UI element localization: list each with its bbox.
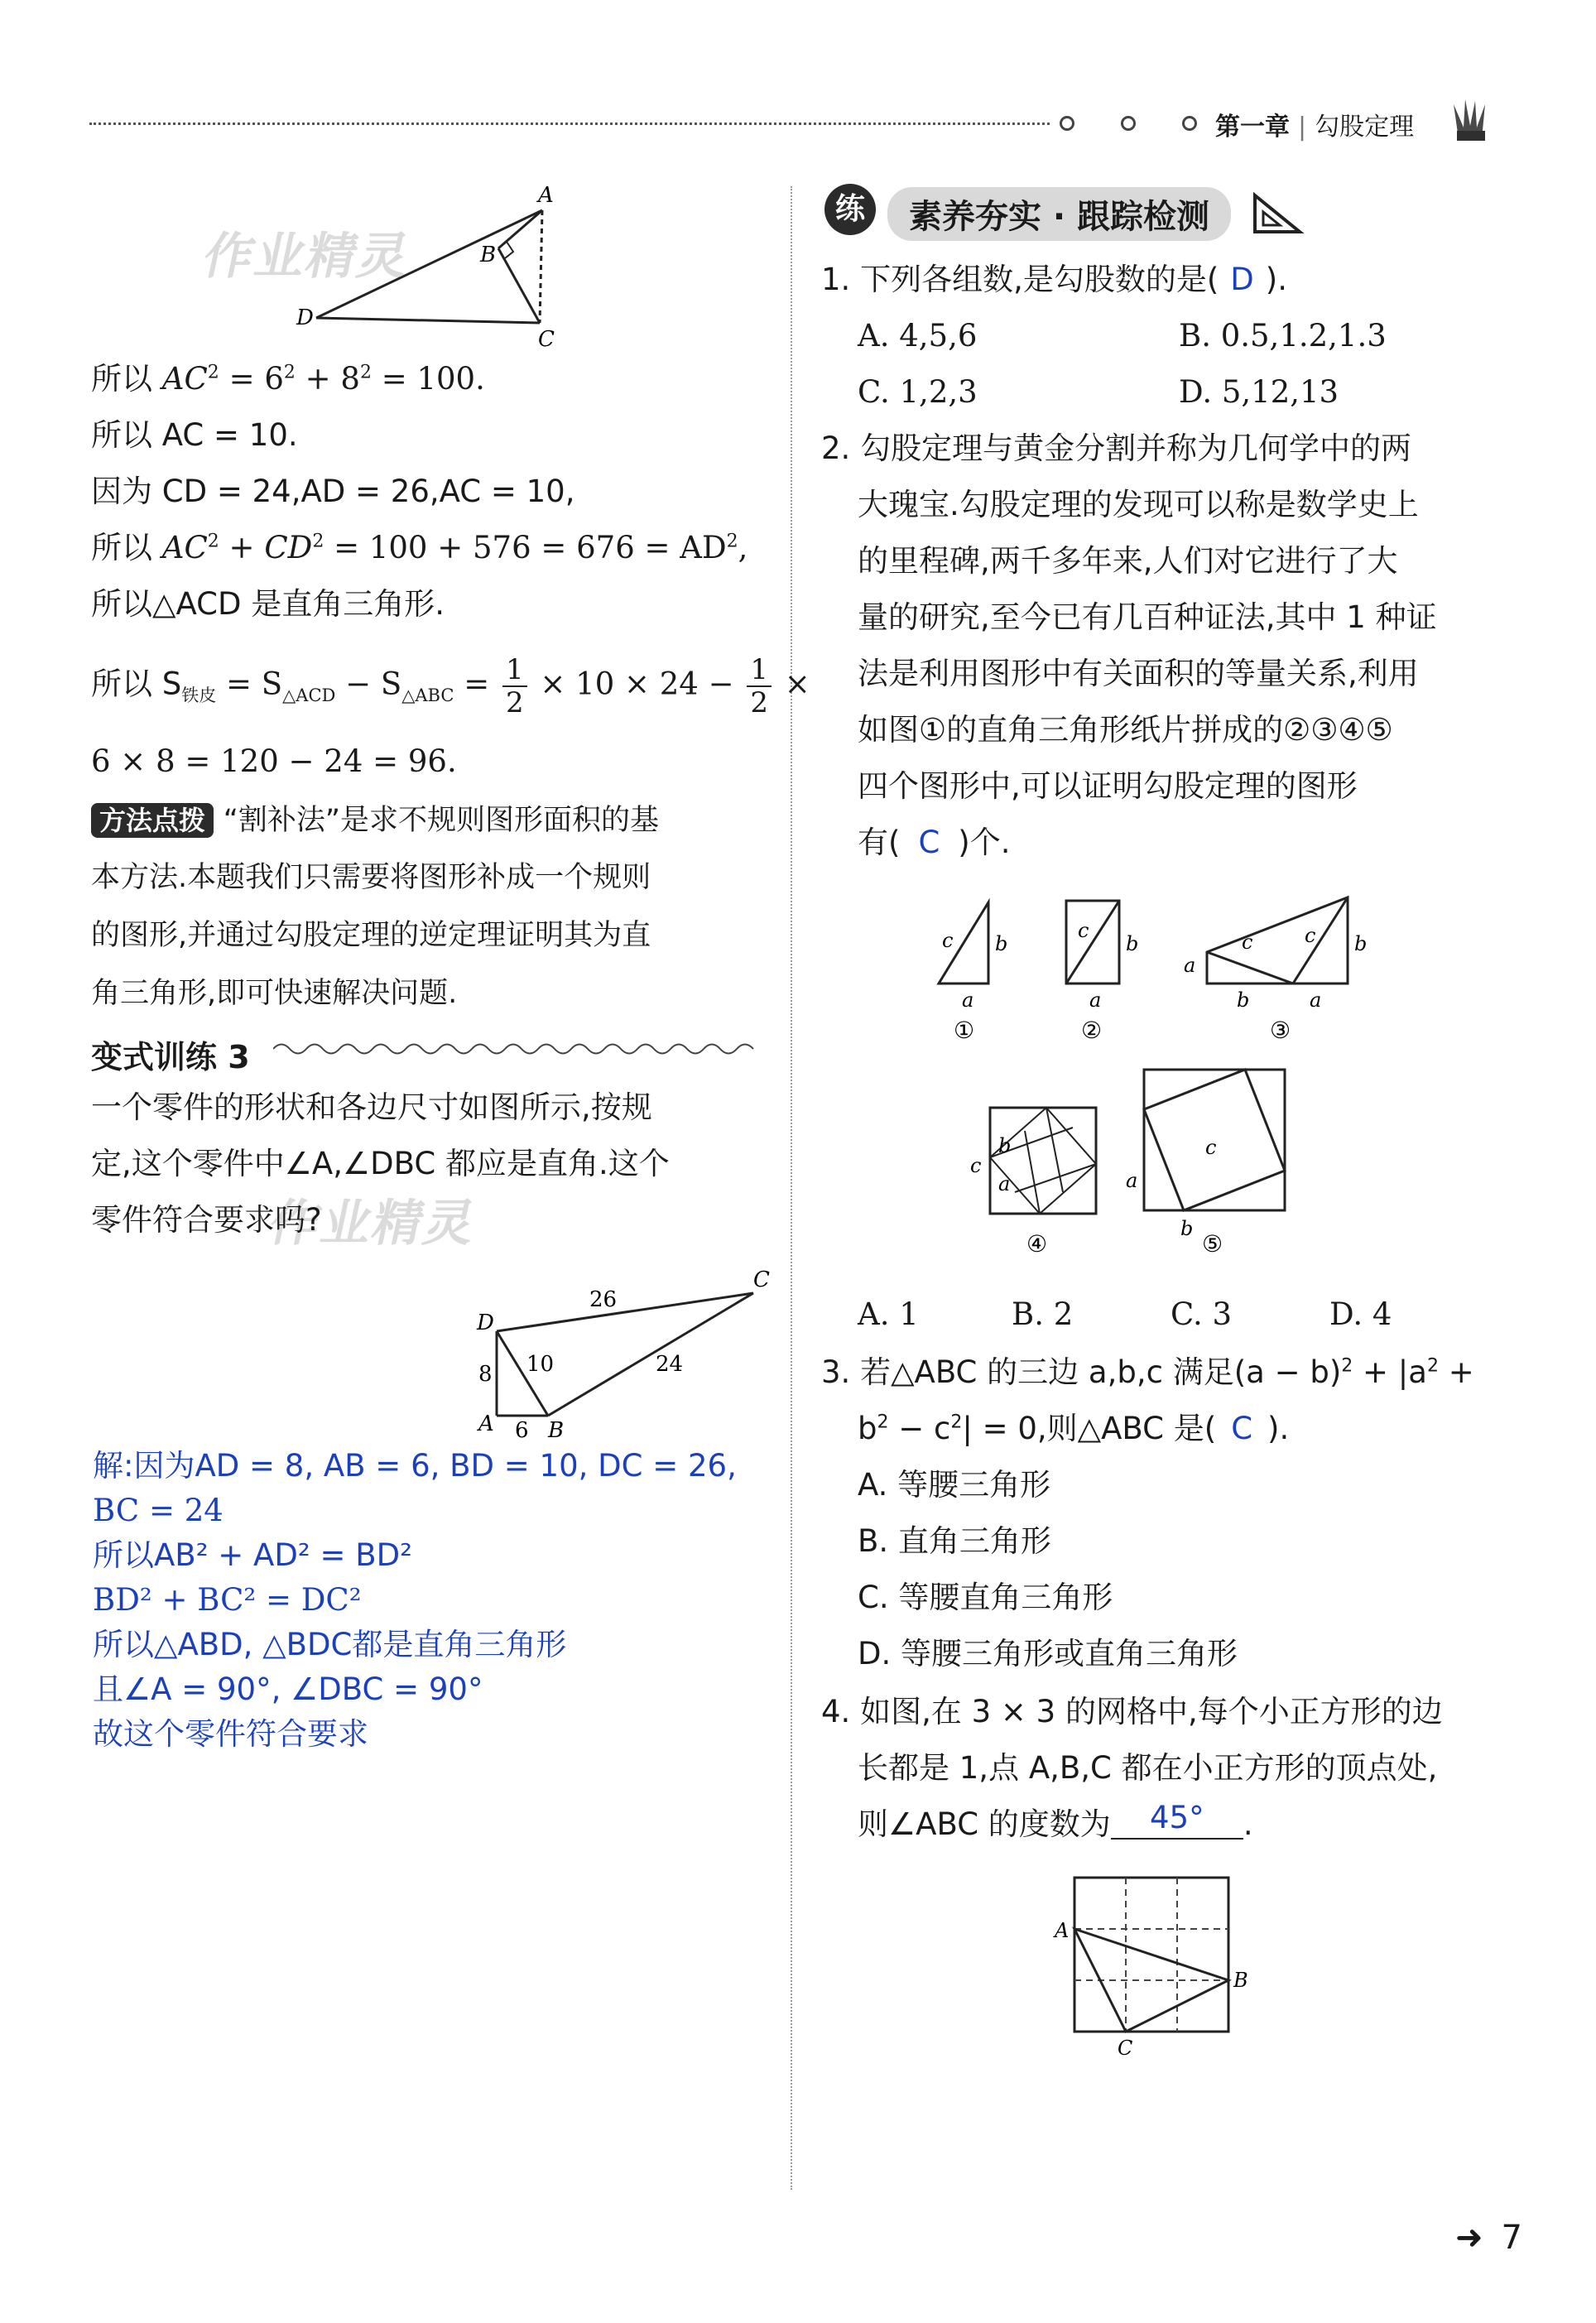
method-badge: 方法点拨 xyxy=(91,803,214,838)
side-26: 26 xyxy=(589,1287,618,1312)
q1-option-c: C. 1,2,3 xyxy=(858,374,978,410)
solution-line-1: 解:因为AD = 8, AB = 6, BD = 10, DC = 26, xyxy=(93,1448,737,1484)
q2-line-1: 2. 勾股定理与黄金分割并称为几何学中的两 xyxy=(821,430,1412,466)
method-text-1: “割补法”是求不规则图形面积的基 xyxy=(223,804,660,837)
label-B: B xyxy=(480,243,497,267)
q2-line-2: 大瑰宝.勾股定理的发现可以称是数学史上 xyxy=(858,487,1419,522)
header-dotted-line xyxy=(89,123,1050,125)
svg-text:a: a xyxy=(1089,988,1102,1012)
solution-line-2: BC = 24 xyxy=(93,1493,224,1528)
svg-text:c: c xyxy=(1242,931,1253,954)
label-A: A xyxy=(538,184,554,208)
q2-figures-row2 xyxy=(960,1060,1308,1275)
fig-number-5: ⑤ xyxy=(1202,1230,1223,1258)
q2-line-6: 如图①的直角三角形纸片拼成的②③④⑤ xyxy=(858,712,1393,748)
q1-option-d: D. 5,12,13 xyxy=(1179,374,1339,410)
q2-option-a: A. 1 xyxy=(858,1296,919,1332)
label-D: D xyxy=(296,305,314,330)
fraction-half: $\frac{1}{2}$ xyxy=(747,654,772,719)
header-dot-icon xyxy=(1060,116,1074,131)
label-B: B xyxy=(1233,1969,1248,1992)
q3-line-2: $b^2 - c^2| = 0$,则△ABC 是( C ). xyxy=(858,1411,1290,1446)
column-divider xyxy=(791,186,792,2190)
method-text-4: 角三角形,即可快速解决问题. xyxy=(91,977,458,1010)
q3-answer: C xyxy=(1231,1411,1253,1446)
header-chapter: 第一章 | 勾股定理 xyxy=(1215,113,1415,142)
header-dot-icon xyxy=(1182,116,1197,131)
side-8: 8 xyxy=(478,1362,493,1387)
arrow-right-icon: ➜ xyxy=(1455,2219,1483,2257)
triangle-ruler-icon xyxy=(1248,189,1306,237)
q3-option-c: C. 等腰直角三角形 xyxy=(858,1580,1113,1615)
label-A: A xyxy=(478,1412,494,1436)
fig-number-1: ① xyxy=(954,1017,975,1044)
watermark: 作业精灵 xyxy=(264,1195,483,1253)
q3-option-d: D. 等腰三角形或直角三角形 xyxy=(858,1636,1238,1671)
method-text-3: 的图形,并通过勾股定理的逆定理证明其为直 xyxy=(91,919,651,952)
svg-text:c: c xyxy=(942,929,954,952)
variant-title: 变式训练 3 xyxy=(91,1039,250,1075)
q2-figures-row1 xyxy=(919,886,1399,1051)
fraction-half: $\frac{1}{2}$ xyxy=(502,654,527,719)
chapter-label: 第一章 xyxy=(1215,113,1290,142)
q2-answer: C xyxy=(918,825,940,860)
variant-text-1: 一个零件的形状和各边尺寸如图所示,按规 xyxy=(91,1089,652,1125)
svg-text:c: c xyxy=(1205,1136,1217,1159)
q4-line-3: 则∠ABC 的度数为 45° . xyxy=(858,1800,1253,1842)
solution-line-7: 故这个零件符合要求 xyxy=(93,1716,368,1752)
solution-line-4: BD² + BC² = DC² xyxy=(93,1582,362,1618)
q3-option-b: B. 直角三角形 xyxy=(858,1523,1051,1559)
q2-line-5: 法是利用图形中有关面积的等量关系,利用 xyxy=(858,656,1419,691)
svg-text:c: c xyxy=(1078,919,1089,942)
q2-line-8: 有( C )个. xyxy=(858,825,1011,860)
svg-text:a: a xyxy=(962,988,974,1012)
solution-line-6: 且∠A = 90°, ∠DBC = 90° xyxy=(93,1671,483,1707)
q4-grid-figure xyxy=(1051,1871,1267,2061)
topic-label: 勾股定理 xyxy=(1315,113,1415,142)
grass-icon xyxy=(1450,98,1492,141)
part-figure xyxy=(464,1267,778,1440)
label-A: A xyxy=(1055,1919,1070,1942)
svg-text:b: b xyxy=(995,932,1008,955)
svg-text:c: c xyxy=(970,1154,982,1177)
svg-text:b: b xyxy=(1237,988,1250,1012)
solution-line-3: 所以AB² + AD² = BD² xyxy=(93,1537,412,1573)
svg-text:a: a xyxy=(1310,988,1322,1012)
q3-line-1: 3. 若△ABC 的三边 a,b,c 满足$(a - b)^2 + |a^2$ + xyxy=(821,1354,1474,1390)
calc-line-5: 所以△ACD 是直角三角形. xyxy=(91,586,445,622)
q4-line-1: 4. 如图,在 3 × 3 的网格中,每个小正方形的边 xyxy=(821,1694,1443,1729)
label-B: B xyxy=(548,1418,565,1440)
label-C: C xyxy=(753,1267,770,1292)
q1-stem: 1. 下列各组数,是勾股数的是( D ). xyxy=(821,262,1287,297)
method-text-2: 本方法.本题我们只需要将图形补成一个规则 xyxy=(91,861,651,894)
q2-option-b: B. 2 xyxy=(1012,1296,1074,1332)
q1-option-a: A. 4,5,6 xyxy=(858,318,978,354)
variant-text-3: 零件符合要求吗? xyxy=(91,1202,322,1238)
label-D: D xyxy=(477,1311,494,1335)
calc-line-3: 因为 CD = 24,AD = 26,AC = 10, xyxy=(91,474,575,509)
svg-text:b: b xyxy=(1180,1217,1194,1240)
svg-text:b: b xyxy=(1126,932,1139,955)
q4-line-2: 长都是 1,点 A,B,C 都在小正方形的顶点处, xyxy=(858,1750,1438,1786)
q3-option-a: A. 等腰三角形 xyxy=(858,1467,1051,1503)
q1-answer: D xyxy=(1230,262,1254,297)
practice-title: 素养夯实 · 跟踪检测 xyxy=(887,187,1231,241)
header-dot-icon xyxy=(1121,116,1136,131)
q2-line-3: 的里程碑,两千多年来,人们对它进行了大 xyxy=(858,543,1398,579)
calc-line-6: 所以 $S_{铁皮} = S_{\triangle ACD} - S_{\triangle ABC}$ = $\frac{1}{2}$ × 10 × 24 − $\frac{1}{2}$ × xyxy=(91,653,810,719)
label-C: C xyxy=(1118,2037,1133,2060)
svg-text:b: b xyxy=(1354,932,1368,955)
wavy-divider xyxy=(273,1040,762,1058)
svg-text:a: a xyxy=(1126,1169,1138,1192)
page-number: ➜ 7 xyxy=(1455,2219,1522,2257)
side-24: 24 xyxy=(656,1352,684,1377)
fig-number-4: ④ xyxy=(1026,1230,1048,1258)
q2-option-c: C. 3 xyxy=(1171,1296,1233,1332)
q2-option-d: D. 4 xyxy=(1329,1296,1392,1332)
variant-text-2: 定,这个零件中∠A,∠DBC 都应是直角.这个 xyxy=(91,1146,670,1181)
calc-line-4: 所以 $AC^2 + CD^2 = 100 + 576 = 676 = AD^2$, xyxy=(91,530,748,565)
watermark: 作业精灵 xyxy=(198,228,416,286)
solution-line-5: 所以△ABD, △BDC都是直角三角形 xyxy=(93,1627,567,1662)
q2-line-4: 量的研究,至今已有几百种证法,其中 1 种证 xyxy=(858,599,1437,635)
q1-option-b: B. 0.5,1.2,1.3 xyxy=(1179,318,1387,354)
svg-text:b: b xyxy=(998,1134,1012,1157)
calc-line-1: 所以 $AC^2 = 6^2 + 8^2 = 100$. xyxy=(91,361,485,397)
q2-line-7: 四个图形中,可以证明勾股定理的图形 xyxy=(858,768,1358,804)
svg-text:a: a xyxy=(998,1172,1011,1195)
q4-answer: 45° xyxy=(1150,1800,1204,1835)
fig-number-2: ② xyxy=(1081,1017,1103,1044)
method-tip xyxy=(91,800,659,840)
side-10: 10 xyxy=(526,1352,555,1377)
svg-text:c: c xyxy=(1305,924,1316,947)
label-C: C xyxy=(538,327,555,349)
fig-number-3: ③ xyxy=(1270,1017,1291,1044)
triangle-figure-abcd xyxy=(290,184,571,349)
calc-line-2: 所以 AC = 10. xyxy=(91,417,298,453)
practice-icon: 练 xyxy=(824,184,876,235)
calc-line-7: 6 × 8 = 120 − 24 = 96. xyxy=(91,743,457,779)
svg-text:a: a xyxy=(1184,954,1196,977)
side-6: 6 xyxy=(515,1418,529,1440)
